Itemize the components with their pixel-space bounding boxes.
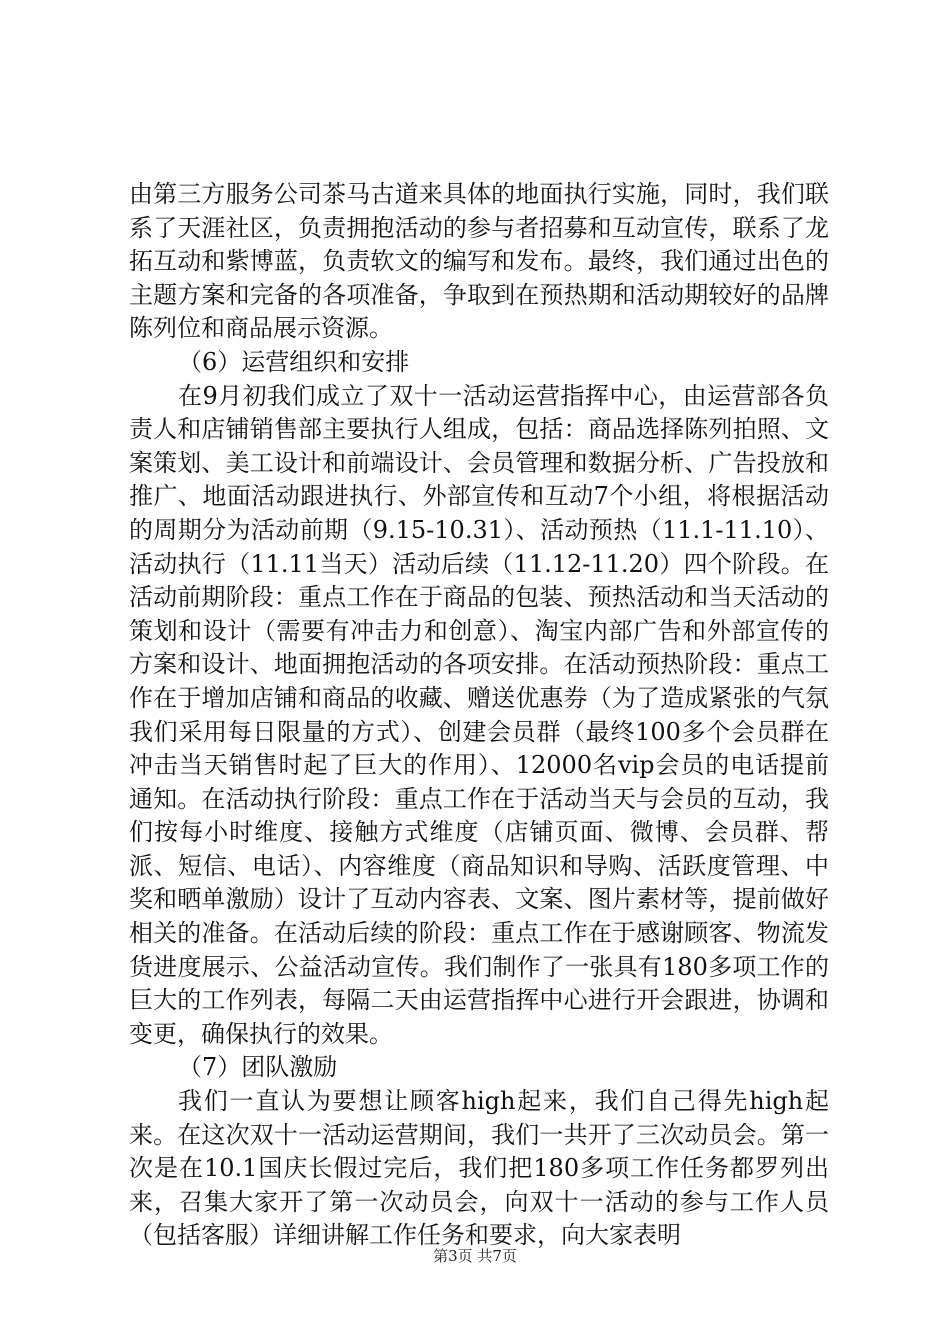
paragraph-continuation: 由第三方服务公司茶马古道来具体的地面执行实施，同时，我们联系了天涯社区，负责拥抱活动的参与者招募和互动宣传，联系了龙拓互动和紫博蓝，负责软文的编写和发布。最终，我们通过出色的主题方案和完备的各项准备，争取到在预热期和活动期较好的品牌陈列位和商品展示资源。 (129, 180, 829, 343)
section-heading-team-motivation: （7）团队激励 (178, 1053, 338, 1082)
document-body (129, 178, 829, 1253)
paragraph-operations: 在9月初我们成立了双十一活动运营指挥中心，由运营部各负责人和店铺销售部主要执行人组成，包括：商品选择陈列拍照、文案策划、美工设计和前端设计、会员管理和数据分析、广告投放和推广、地面活动跟进执行、外部宣传和互动7个小组，将根据活动的周期分为活动前期（9.15-10.31）、活动预热（11.1-11.10）、活动执行（11.11当天）活动后续（11.12-11.20）四个阶段。在活动前期阶段：重点工作在于商品的包装、预热活动和当天活动的策划和设计（需要有冲击力和创意）、淘宝内部广告和外部宣传的方案和设计、地面拥抱活动的各项安排。在活动预热阶段：重点工作在于增加店铺和商品的收藏、赠送优惠券（为了造成紧张的气氛我们采用每日限量的方式）、创建会员群（最终100多个会员群在冲击当天销售时起了巨大的作用）、12000名vip会员的电话提前通知。在活动执行阶段：重点工作在于活动当天与会员的互动，我们按每小时维度、接触方式维度（店铺页面、微博、会员群、帮派、短信、电话）、内容维度（商品知识和导购、活跃度管理、中奖和晒单激励）设计了互动内容表、文案、图片素材等，提前做好相关的准备。在活动后续的阶段：重点工作在于感谢顾客、物流发货进度展示、公益活动宣传。我们制作了一张具有180多项工作的巨大的工作列表，每隔二天由运营指挥中心进行开会跟进，协调和变更，确保执行的效果。 (129, 381, 829, 1048)
page-footer (0, 1245, 950, 1266)
page-number-label: 第3页 共7页 (433, 1247, 517, 1265)
paragraph-team-motivation: 我们一直认为要想让顾客high起来，我们自己得先high起来。在这次双十一活动运营期间，我们一共开了三次动员会。第一次是在10.1国庆长假过完后，我们把180多项工作任务都罗列出来，召集大家开了第一次动员会，向双十一活动的参与工作人员（包括客服）详细讲解工作任务和要求，向大家表明 (129, 1087, 829, 1250)
section-heading-operations: （6）运营组织和安排 (178, 347, 410, 376)
